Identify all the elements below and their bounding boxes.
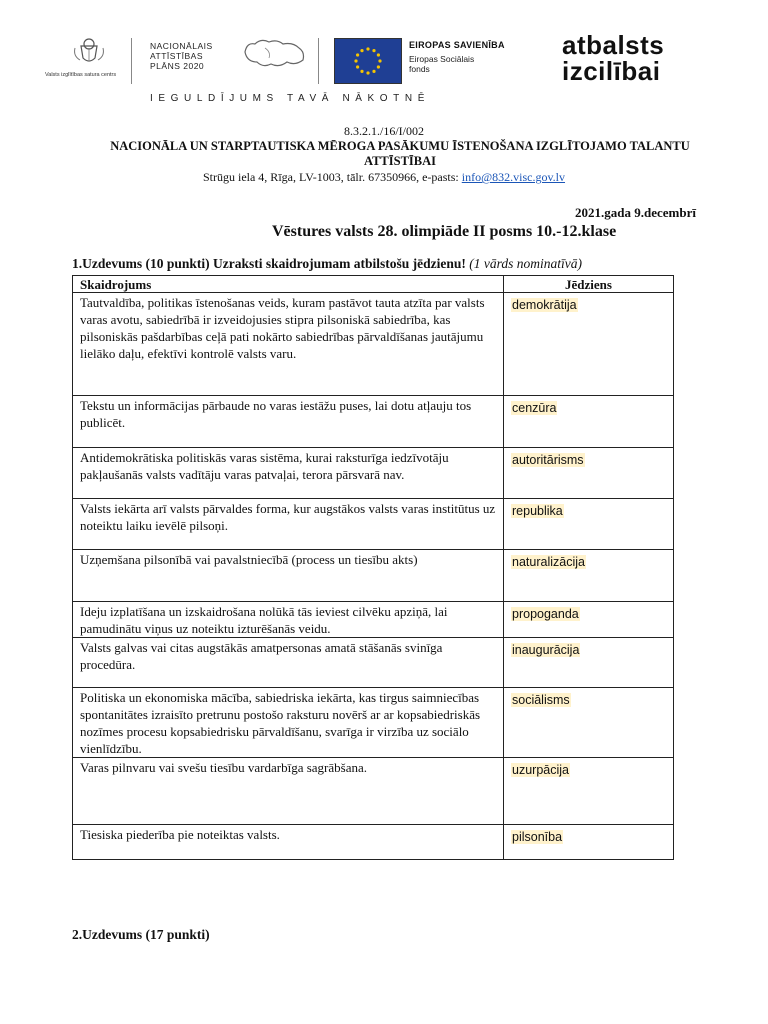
header-logos xyxy=(0,30,768,90)
answer-cell[interactable] xyxy=(504,448,674,499)
definition-cell: Antidemokrātiska politiskās varas sistēma, kurai raksturīga iedzīvotāju pakļaušanās valsts vadītāju varas patvaļai, terora pārsvarā nav. xyxy=(73,448,504,499)
definition-cell: Tautvaldība, politikas īstenošanas veids, kuram pastāvot tauta atzīta par valsts varas avotu, sabiedrībā ir izveidojusies stipra pilsoniskā sabiedrība, kas pilsoniskās pašdarbības ceļā pati nokārto sabiedrības pārvaldīšanas jautājumu lielāko daļu, efektīvi kontrolē valsts varu. xyxy=(73,293,504,396)
task1-hint: (1 vārds nominatīvā) xyxy=(469,256,583,271)
answer-text: sociālisms xyxy=(512,693,570,707)
answer-cell[interactable] xyxy=(504,550,674,602)
table-row xyxy=(73,688,674,758)
answer-cell[interactable] xyxy=(504,602,674,638)
divider xyxy=(131,38,132,84)
table-row xyxy=(73,602,674,638)
table-header-row xyxy=(73,276,674,293)
answer-text: cenzūra xyxy=(512,401,557,415)
answer-cell[interactable] xyxy=(504,825,674,860)
answer-cell[interactable] xyxy=(504,688,674,758)
coat-of-arms-icon xyxy=(72,36,106,66)
answer-text: pilsonība xyxy=(512,830,563,844)
definition-cell: Valsts galvas vai citas augstākās amatpersonas amatā stāšanās svinīga procedūra. xyxy=(73,638,504,688)
latvia-map-icon xyxy=(243,36,307,70)
definition-cell: Ideju izplatīšana un izskaidrošana nolūkā tās ieviest cilvēku apziņā, lai pamudinātu viņus uz noteiktu izturēšanās veidu. xyxy=(73,602,504,638)
table-row xyxy=(73,396,674,448)
document-date: 2021.gada 9.decembrī xyxy=(575,205,696,220)
answer-text: propoganda xyxy=(512,607,579,621)
table-row xyxy=(73,758,674,825)
definition-cell: Politiska un ekonomiska mācība, sabiedriska iekārta, kas tirgus saimniecības spontanitātes izraisīto pretrunu postošo raksturu novērš ar ar kopsabiedriskās nozīmes procesu kopsabiedrisku pārvaldīšanu, svarīga ir virzība uz sociālo vienlīdzību. xyxy=(73,688,504,758)
definition-cell: Varas pilnvaru vai svešu tiesību vardarbīga sagrābšana. xyxy=(73,758,504,825)
answer-cell[interactable] xyxy=(504,293,674,396)
brand-logo: atbalsts izcilībai xyxy=(562,30,665,86)
eu-title: EIROPAS SAVIENĪBA xyxy=(409,40,505,50)
address-line xyxy=(0,170,768,185)
table-row xyxy=(73,448,674,499)
email-link[interactable]: info@832.visc.gov.lv xyxy=(461,170,566,184)
seal-caption: Valsts izglītības satura centrs xyxy=(45,72,117,78)
column-header-term: Jēdziens xyxy=(504,276,674,293)
table-row xyxy=(73,638,674,688)
definition-cell: Valsts iekārta arī valsts pārvaldes forma, kur augstākos valsts varas institūtus uz noteiktu laiku ievēlē pilsoņi. xyxy=(73,499,504,550)
table-row xyxy=(73,825,674,860)
organization-title: NACIONĀLA UN STARPTAUTISKA MĒROGA PASĀKUMU ĪSTENOŠANA IZGLĪTOJAMO TALANTU ATTĪSTĪBAI xyxy=(110,139,690,168)
eu-flag-icon xyxy=(334,38,402,84)
task1-heading: 1.Uzdevums (10 punkti) Uzraksti skaidrojumam atbilstošu jēdzienu! (1 vārds nominatīvā) xyxy=(72,256,583,271)
answer-text: demokrātija xyxy=(512,298,577,312)
answer-text: republika xyxy=(512,504,563,518)
table-row xyxy=(73,499,674,550)
table-row xyxy=(73,550,674,602)
definition-cell: Tekstu un informācijas pārbaude no varas iestāžu puses, lai dotu atļauju tos publicēt. xyxy=(73,396,504,448)
answer-cell[interactable] xyxy=(504,499,674,550)
answer-text: uzurpācija xyxy=(512,763,569,777)
tagline: IEGULDĪJUMS TAVĀ NĀKOTNĒ xyxy=(150,93,430,104)
definition-cell: Uzņemšana pilsonībā vai pavalstniecībā (process un tiesību akts) xyxy=(73,550,504,602)
answer-text: autoritārisms xyxy=(512,453,584,467)
terms-table xyxy=(72,275,674,860)
nap-logo-text: NACIONĀLAIS ATTĪSTĪBAS PLĀNS 2020 xyxy=(150,41,213,71)
table-row xyxy=(73,293,674,396)
answer-cell[interactable] xyxy=(504,638,674,688)
eu-fund-text: Eiropas Sociālais fonds xyxy=(409,54,475,74)
address-text: Strūgu iela 4, Rīga, LV-1003, tālr. 67350966, e-pasts: xyxy=(202,170,462,184)
answer-cell[interactable] xyxy=(504,758,674,825)
divider xyxy=(318,38,319,84)
project-reference: 8.3.2.1./16/I/002 xyxy=(344,124,424,138)
column-header-definition: Skaidrojums xyxy=(73,276,504,293)
page-title: Vēstures valsts 28. olimpiāde II posms 10.-12.klase xyxy=(272,223,617,240)
task2-heading: 2.Uzdevums (17 punkti) xyxy=(72,927,210,942)
answer-text: inaugurācija xyxy=(512,643,580,657)
definition-cell: Tiesiska piederība pie noteiktas valsts. xyxy=(73,825,504,860)
answer-cell[interactable] xyxy=(504,396,674,448)
answer-text: naturalizācija xyxy=(512,555,585,569)
